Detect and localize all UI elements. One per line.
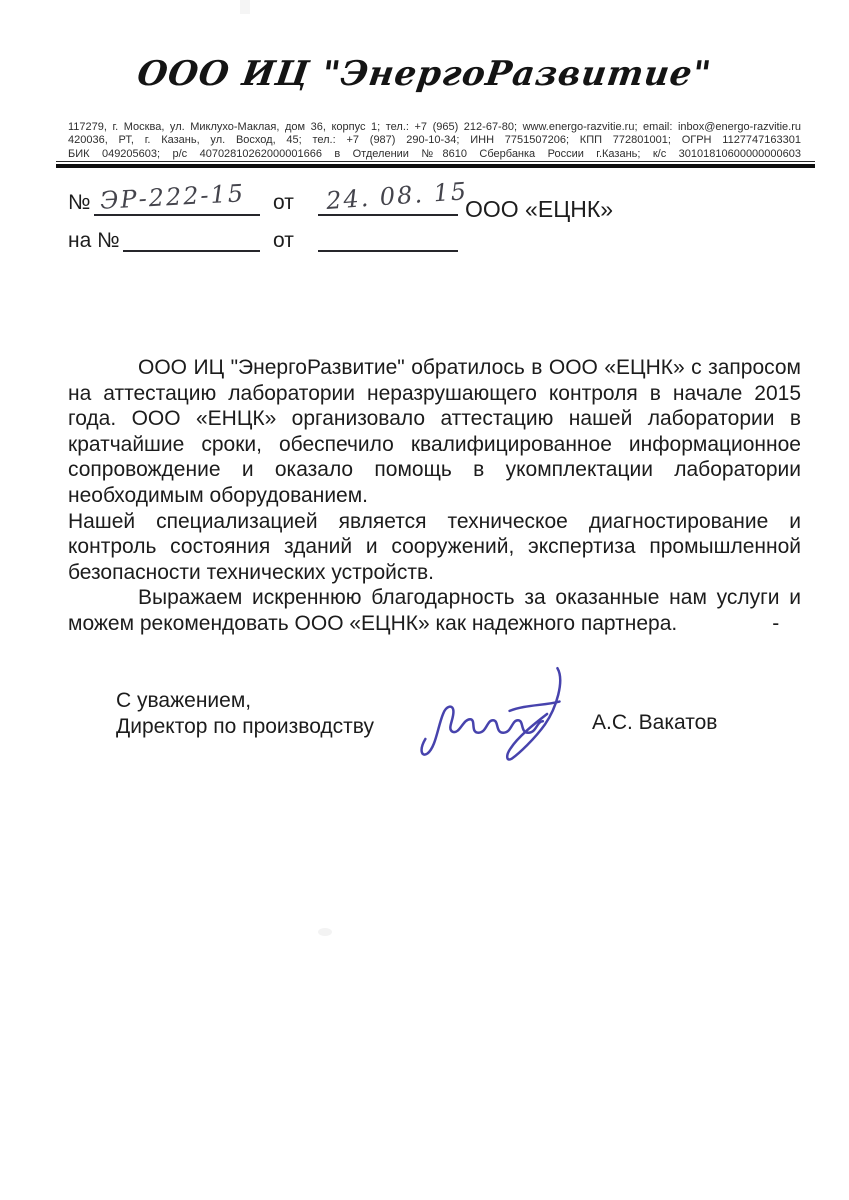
letterhead-divider-thick (56, 164, 815, 168)
reply-number-label: на № (68, 229, 120, 252)
paragraph-specialization: Нашей специализацией является техническое диагностирование и контроль состояния зданий и сооружений, экспертиза промышленной безопасности технических устройств. (68, 509, 801, 584)
reply-number-line (123, 226, 260, 252)
outgoing-number-label: № (68, 191, 91, 214)
outgoing-date-label: от (273, 191, 294, 214)
signer-title: Директор по производству (116, 714, 374, 738)
scan-artifact (240, 0, 250, 14)
outgoing-date-value: 24. 08. 15 (325, 177, 469, 215)
address-line-bank: БИК 049205603; р/с 40702810262000001666 в Отделении №8610 Сбербанка России г.Казань; к/с 30101810600000000603 (68, 147, 801, 160)
signer-name: А.С. Вакатов (592, 711, 718, 734)
company-logo-text: ООО ИЦ "ЭнергоРазвитие" (134, 54, 715, 94)
trailing-dash: - (772, 611, 780, 635)
address-line-moscow: 117279, г. Москва, ул. Миклухо-Маклая, дом 36, корпус 1; тел.: +7 (965) 212-67-80; www.energo-razvitie.ru; email: inbox@energo-razvitie.ru (68, 121, 801, 133)
letterhead-divider-thin (56, 161, 815, 162)
letterhead-address-block (68, 121, 801, 161)
paragraph-gratitude-text: Выражаем искреннюю благодарность за оказанные нам услуги и можем рекомендовать ООО «ЕЦНК» как надежного партнера. (68, 586, 801, 635)
scan-artifact (318, 928, 332, 936)
recipient-name: ООО «ЕЦНК» (465, 196, 614, 222)
letter-body (68, 355, 801, 637)
signature-stroke-flourish (507, 668, 560, 759)
reply-date-label: от (273, 229, 294, 252)
outgoing-number-value: ЭР-222-15 (99, 179, 246, 215)
address-line-kazan: 420036, РТ, г. Казань, ул. Восход, 45; тел.: +7 (987) 290-10-34; ИНН 7751507206; КПП 772801001; ОГРН 1127747163301 (68, 134, 801, 147)
signature-ink (410, 662, 578, 766)
closing-block (116, 688, 374, 739)
reply-date-line (318, 226, 458, 252)
paragraph-gratitude (68, 585, 801, 636)
paragraph-attestation: ООО ИЦ "ЭнергоРазвитие" обратилось в ООО «ЕЦНК» с запросом на аттестацию лаборатории неразрушающего контроля в начале 2015 года. ООО «ЕНЦК» организовало аттестацию нашей лаборатории в кратчайшие сроки, обеспечило квалифицированное информационное сопровождение и оказало помощь в укомплектации лаборатории необходимым оборудованием. (68, 356, 801, 507)
closing-salutation: С уважением, (116, 689, 252, 712)
